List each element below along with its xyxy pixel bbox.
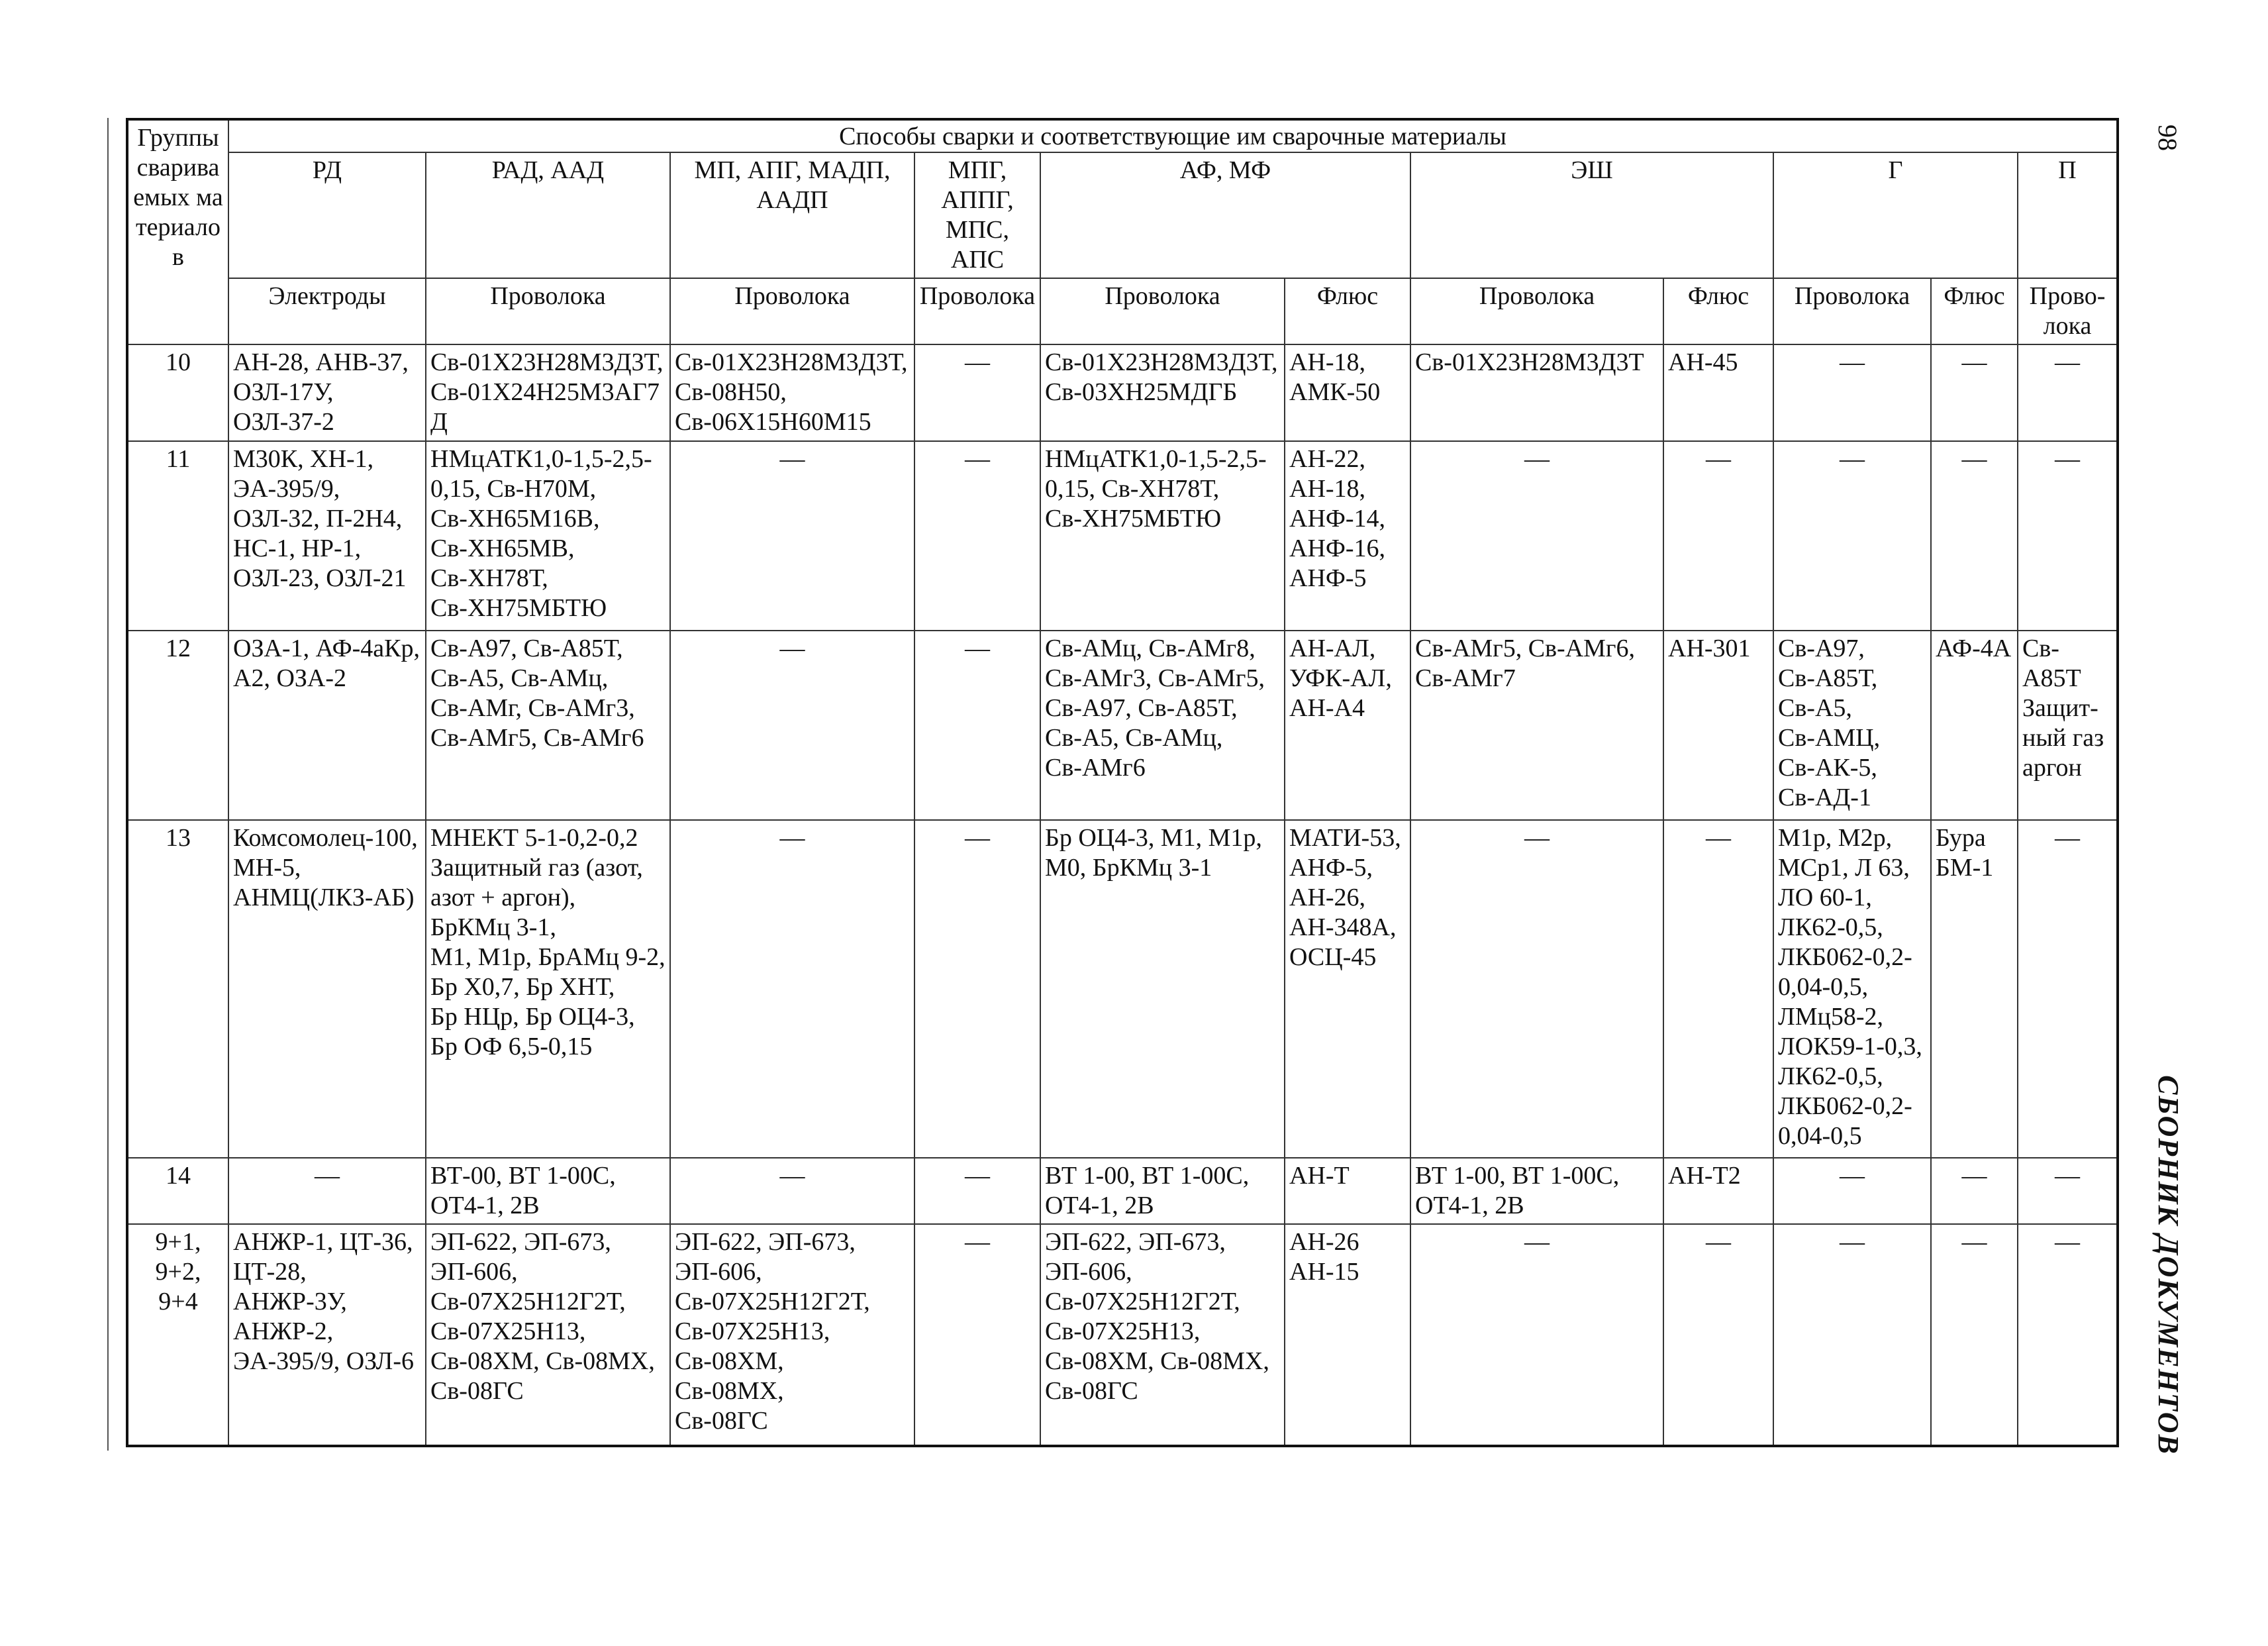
cell-line: ЭП-606, xyxy=(675,1258,762,1286)
cell-line: АН-301 xyxy=(1668,635,1751,662)
cell-line: ВТ 1-00, ВТ 1-00С, xyxy=(1045,1162,1250,1190)
table-cell xyxy=(228,1158,426,1224)
table-cell xyxy=(914,441,1040,631)
cell-line: АН-45 xyxy=(1668,348,1738,376)
cell-line: ЭА-395/9, ОЗЛ-6 xyxy=(233,1347,414,1375)
cell-line: Св-08ХМ, Св-08МХ, xyxy=(430,1347,655,1375)
table-cell xyxy=(2018,1224,2118,1446)
cell-line: ный газ xyxy=(2022,724,2104,752)
cell-line: ОТ4-1, 2В xyxy=(430,1192,540,1219)
cell-line: МАТИ-53, xyxy=(1289,824,1401,852)
table-cell xyxy=(914,1224,1040,1446)
table-cell xyxy=(1410,820,1663,1158)
table-cell xyxy=(914,631,1040,820)
cell-line: — xyxy=(965,1162,990,1190)
cell-line: — xyxy=(965,635,990,662)
cell-line: ОТ4-1, 2В xyxy=(1415,1192,1524,1219)
cell-line: АНФ-5 xyxy=(1289,564,1367,592)
table-cell xyxy=(1410,344,1663,441)
cell-line: — xyxy=(1961,1228,1987,1256)
cell-line: — xyxy=(1706,1228,1731,1256)
table-cell xyxy=(1040,441,1285,631)
cell-line: АН-26 xyxy=(1289,1228,1359,1256)
table-cell xyxy=(426,1224,670,1446)
cell-line: ЛК62-0,5, xyxy=(1778,1062,1883,1090)
method-header: Г xyxy=(1773,152,2018,278)
group-cell xyxy=(127,1224,228,1446)
cell-line: НМцАТК1,0-1,5-2,5- xyxy=(1045,445,1267,473)
table-cell xyxy=(1285,441,1410,631)
cell-line: АНФ-16, xyxy=(1289,535,1386,562)
cell-line: — xyxy=(2055,1162,2081,1190)
cell-line: Св-АК-5, xyxy=(1778,754,1877,782)
table-cell xyxy=(1931,441,2018,631)
table-cell xyxy=(228,1224,426,1446)
table-cell xyxy=(1931,1224,2018,1446)
cell-line: — xyxy=(315,1162,340,1190)
subheader: Флюс xyxy=(1285,278,1410,344)
cell-line: АН-348А, xyxy=(1289,913,1397,941)
cell-line: — xyxy=(1840,348,1865,376)
table-cell xyxy=(2018,344,2118,441)
cell-line: Св-03ХН25МДГБ xyxy=(1045,378,1238,406)
cell-line: МСр1, Л 63, xyxy=(1778,854,1910,882)
cell-line: Защитный газ (азот, xyxy=(430,854,643,882)
cell-line: ЛКБ062-0,2- xyxy=(1778,943,1912,971)
cell-line: МНЕКТ 5-1-0,2-0,2 xyxy=(430,824,638,852)
method-header: МП, АПГ, МАДП, ААДП xyxy=(670,152,914,278)
cell-line: АН-Т2 xyxy=(1668,1162,1741,1190)
cell-line: АН-15 xyxy=(1289,1258,1359,1286)
cell-line: Св-07Х25Н13, xyxy=(675,1317,830,1345)
cell-line: Комсомолец-100, xyxy=(233,824,418,852)
table-cell xyxy=(1931,820,2018,1158)
cell-line: Св-07Х25Н12Г2Т, xyxy=(675,1288,870,1315)
table-cell xyxy=(1040,820,1285,1158)
cell-line: Св-01Х23Н28М3Д3Т xyxy=(1415,348,1644,376)
cell-line: АН-26, xyxy=(1289,884,1366,911)
cell-line: М0, БрКМц 3-1 xyxy=(1045,854,1212,882)
table-cell xyxy=(1773,441,1931,631)
method-header: АФ, МФ xyxy=(1040,152,1410,278)
cell-line: АН-18, xyxy=(1289,475,1366,503)
cell-line: МН-5, xyxy=(233,854,301,882)
cell-line: — xyxy=(779,635,805,662)
cell-line: Бр ОФ 6,5-0,15 xyxy=(430,1033,593,1060)
table-cell xyxy=(2018,820,2118,1158)
cell-line: ЛМц58-2, xyxy=(1778,1003,1884,1031)
subheader: Электроды xyxy=(228,278,426,344)
cell-line: — xyxy=(1840,1228,1865,1256)
cell-line: — xyxy=(1524,824,1550,852)
cell-line: Св-АД-1 xyxy=(1778,784,1871,811)
cell-line: АНМЦ(ЛКЗ-АБ) xyxy=(233,884,415,911)
group-line: 11 xyxy=(166,445,191,473)
cell-line: АНФ-5, xyxy=(1289,854,1373,882)
group-line: 9+1, xyxy=(155,1228,201,1256)
table-cell xyxy=(1773,344,1931,441)
cell-line: — xyxy=(1706,445,1731,473)
table-cell xyxy=(1410,1158,1663,1224)
table-cell xyxy=(1663,820,1773,1158)
cell-line: Св-АМг5, Св-АМг6 xyxy=(430,724,644,752)
cell-line: Защит- xyxy=(2022,694,2098,722)
cell-line: ЛО 60-1, xyxy=(1778,884,1872,911)
table-cell xyxy=(1773,631,1931,820)
cell-line: ОЗЛ-17У, xyxy=(233,378,334,406)
cell-line: — xyxy=(2055,348,2081,376)
table-cell xyxy=(228,344,426,441)
cell-line: ЛК62-0,5, xyxy=(1778,913,1883,941)
table-row xyxy=(127,1158,2118,1224)
cell-line: ВТ-00, ВТ 1-00С, xyxy=(430,1162,616,1190)
table-cell xyxy=(1285,631,1410,820)
cell-line: АН-28, АНВ-37, xyxy=(233,348,409,376)
table-cell xyxy=(228,441,426,631)
table-cell xyxy=(1773,1158,1931,1224)
cell-line: АН-Т xyxy=(1289,1162,1350,1190)
method-header: РД xyxy=(228,152,426,278)
table-cell xyxy=(2018,441,2118,631)
subheader: Флюс xyxy=(1663,278,1773,344)
table-cell xyxy=(228,631,426,820)
table-cell xyxy=(1040,1224,1285,1446)
table-cell xyxy=(2018,631,2118,820)
cell-line: — xyxy=(965,348,990,376)
cell-line: Св-А97, Св-А85Т, xyxy=(1045,694,1238,722)
cell-line: ЭП-606, xyxy=(1045,1258,1132,1286)
cell-line: Св-07Х25Н12Г2Т, xyxy=(430,1288,626,1315)
corner-header xyxy=(127,119,228,344)
cell-line: ЛКБ062-0,2- xyxy=(1778,1092,1912,1120)
cell-line: Св-ХН75МБТЮ xyxy=(430,594,607,622)
table-cell xyxy=(670,820,914,1158)
table-cell xyxy=(1663,441,1773,631)
cell-line: Св-06Х15Н60М15 xyxy=(675,408,871,436)
cell-line: ЭА-395/9, xyxy=(233,475,340,503)
table-row xyxy=(127,441,2118,631)
cell-line: аргон xyxy=(2022,754,2082,782)
cell-line: — xyxy=(1961,348,1987,376)
cell-line: Св-07Х25Н13, xyxy=(1045,1317,1201,1345)
subheader: Проволока xyxy=(2018,278,2118,344)
table-cell xyxy=(1663,344,1773,441)
cell-line: Св-А97, Св-А85Т, xyxy=(430,635,623,662)
table-cell xyxy=(426,631,670,820)
group-cell xyxy=(127,631,228,820)
methods-row xyxy=(127,152,2118,278)
cell-line: Св-01Х23Н28М3Д3Т, xyxy=(675,348,908,376)
table-cell xyxy=(670,1158,914,1224)
cell-line: НМцАТК1,0-1,5-2,5- xyxy=(430,445,652,473)
table-cell xyxy=(670,441,914,631)
table-cell xyxy=(1931,631,2018,820)
cell-line: — xyxy=(1524,445,1550,473)
cell-line: Св-08ГС xyxy=(430,1377,524,1405)
method-header: РАД, ААД xyxy=(426,152,670,278)
cell-line: М1р, М2р, xyxy=(1778,824,1893,852)
cell-line: ЦТ-28, xyxy=(233,1258,307,1286)
cell-line: Бр ОЦ4-3, М1, М1р, xyxy=(1045,824,1262,852)
cell-line: — xyxy=(1961,445,1987,473)
cell-line: Бр НЦр, Бр ОЦ4-3, xyxy=(430,1003,635,1031)
cell-line: ЭП-606, xyxy=(430,1258,518,1286)
table-cell xyxy=(914,1158,1040,1224)
cell-line: — xyxy=(779,824,805,852)
cell-line: азот + аргон), xyxy=(430,884,576,911)
cell-line: Св-АМг3, Св-АМг5, xyxy=(1045,664,1265,692)
group-cell xyxy=(127,344,228,441)
table-cell xyxy=(670,1224,914,1446)
cell-line: А2, ОЗА-2 xyxy=(233,664,347,692)
cell-line: ОЗЛ-23, ОЗЛ-21 xyxy=(233,564,407,592)
top-header: Способы сварки и соответствующие им сварочные материалы xyxy=(228,119,2118,152)
cell-line: — xyxy=(1706,824,1731,852)
cell-line: НС-1, НР-1, xyxy=(233,535,362,562)
table-cell xyxy=(426,441,670,631)
group-line: 13 xyxy=(166,824,191,852)
page-number: 98 xyxy=(2153,125,2183,151)
cell-line: ОСЦ-45 xyxy=(1289,943,1377,971)
subheader-row xyxy=(127,278,2118,344)
subheader: Проволока xyxy=(1773,278,1931,344)
table-cell xyxy=(426,344,670,441)
cell-line: ОЗА-1, АФ-4аКр, xyxy=(233,635,420,662)
cell-line: — xyxy=(2055,1228,2081,1256)
table-cell xyxy=(426,820,670,1158)
running-title: СБОРНИК ДОКУМЕНТОВ xyxy=(2152,1075,2185,1455)
table-row xyxy=(127,820,2118,1158)
cell-line: БрКМц 3-1, xyxy=(430,913,556,941)
cell-line: АН-А4 xyxy=(1289,694,1365,722)
cell-line: АН-18, xyxy=(1289,348,1366,376)
cell-line: Св-АМг6 xyxy=(1045,754,1146,782)
table-cell xyxy=(914,344,1040,441)
cell-line: 0,04-0,5, xyxy=(1778,973,1869,1001)
table-cell xyxy=(2018,1158,2118,1224)
cell-line: Св-ХН65МВ, xyxy=(430,535,575,562)
method-header: ЭШ xyxy=(1410,152,1773,278)
table-cell xyxy=(1931,344,2018,441)
cell-line: — xyxy=(2055,824,2081,852)
cell-line: М1, М1р, БрАМц 9-2, xyxy=(430,943,666,971)
welding-materials-table xyxy=(126,118,2119,1447)
table-cell xyxy=(1663,631,1773,820)
cell-line: — xyxy=(2055,445,2081,473)
cell-line: Св-08Н50, xyxy=(675,378,787,406)
cell-line: — xyxy=(965,1228,990,1256)
cell-line: 0,15, Св-ХН78Т, xyxy=(1045,475,1220,503)
table-cell xyxy=(1773,1224,1931,1446)
cell-line: Св-А85Т xyxy=(2022,635,2081,692)
cell-line: Св-07Х25Н12Г2Т, xyxy=(1045,1288,1240,1315)
cell-line: Св-АМц, Св-АМг8, xyxy=(1045,635,1256,662)
subheader: Проволока xyxy=(426,278,670,344)
subheader: Проволока xyxy=(1040,278,1285,344)
corner-header-text: Группы свариваемых материалов xyxy=(133,124,223,271)
cell-line: — xyxy=(1524,1228,1550,1256)
cell-line: УФК-АЛ, xyxy=(1289,664,1392,692)
cell-line: — xyxy=(965,445,990,473)
cell-line: АН-22, xyxy=(1289,445,1366,473)
cell-line: Св-08ХМ, xyxy=(675,1347,784,1375)
table-cell xyxy=(914,820,1040,1158)
cell-line: Св-А5, xyxy=(1778,694,1852,722)
table-cell xyxy=(1663,1224,1773,1446)
cell-line: Св-А5, Св-АМц, xyxy=(1045,724,1223,752)
cell-line: 0,15, Св-Н70М, xyxy=(430,475,597,503)
cell-line: ОТ4-1, 2В xyxy=(1045,1192,1154,1219)
cell-line: АН-АЛ, xyxy=(1289,635,1376,662)
cell-line: АНЖР-3У, xyxy=(233,1288,347,1315)
subheader: Проволока xyxy=(1410,278,1663,344)
cell-line: ЭП-622, ЭП-673, xyxy=(430,1228,611,1256)
cell-line: Св-08ГС xyxy=(1045,1377,1138,1405)
cell-line: Св-08ГС xyxy=(675,1407,768,1435)
table-row xyxy=(127,344,2118,441)
cell-line: Св-ХН65М16В, xyxy=(430,505,600,533)
table-cell xyxy=(1410,631,1663,820)
cell-line: Св-08МХ, xyxy=(675,1377,784,1405)
table-body xyxy=(127,344,2118,1446)
cell-line: Св-А97, xyxy=(1778,635,1865,662)
cell-line: Св-АМЦ, xyxy=(1778,724,1881,752)
margin-line xyxy=(107,118,109,1451)
table-cell xyxy=(1931,1158,2018,1224)
table-cell xyxy=(1410,1224,1663,1446)
cell-line: БМ-1 xyxy=(1936,854,1994,882)
method-header: П xyxy=(2018,152,2118,278)
cell-line: ЭП-622, ЭП-673, xyxy=(675,1228,856,1256)
cell-line: ВТ 1-00, ВТ 1-00С, xyxy=(1415,1162,1620,1190)
cell-line: Св-АМг7 xyxy=(1415,664,1516,692)
cell-line: Св-А85Т, xyxy=(1778,664,1878,692)
cell-line: — xyxy=(965,824,990,852)
cell-line: Св-АМг, Св-АМг3, xyxy=(430,694,635,722)
table-cell xyxy=(1285,820,1410,1158)
table-row xyxy=(127,631,2118,820)
page-sidebar xyxy=(2116,118,2268,1451)
subheader: Флюс xyxy=(1931,278,2018,344)
table-cell xyxy=(670,344,914,441)
table-cell xyxy=(1040,1158,1285,1224)
cell-line: — xyxy=(779,1162,805,1190)
group-cell xyxy=(127,1158,228,1224)
cell-line: АМК-50 xyxy=(1289,378,1381,406)
table-cell xyxy=(1773,820,1931,1158)
group-line: 9+4 xyxy=(158,1288,198,1315)
cell-line: Св-ХН75МБТЮ xyxy=(1045,505,1222,533)
table-row xyxy=(127,1224,2118,1446)
table-cell xyxy=(1663,1158,1773,1224)
group-line: 12 xyxy=(166,635,191,662)
subheader: Проволока xyxy=(914,278,1040,344)
table-cell xyxy=(1285,344,1410,441)
table-cell xyxy=(1040,631,1285,820)
cell-line: Св-ХН78Т, xyxy=(430,564,548,592)
table-cell xyxy=(670,631,914,820)
group-line: 9+2, xyxy=(155,1258,201,1286)
cell-line: Св-07Х25Н13, xyxy=(430,1317,586,1345)
cell-line: Св-08ХМ, Св-08МХ, xyxy=(1045,1347,1269,1375)
cell-line: — xyxy=(1840,445,1865,473)
table-cell xyxy=(426,1158,670,1224)
table-cell xyxy=(1410,441,1663,631)
cell-line: Бура xyxy=(1936,824,1986,852)
cell-line: — xyxy=(1840,1162,1865,1190)
cell-line: 0,04-0,5 xyxy=(1778,1122,1862,1150)
cell-line: ЭП-622, ЭП-673, xyxy=(1045,1228,1226,1256)
cell-line: АНЖР-2, xyxy=(233,1317,334,1345)
cell-line: — xyxy=(779,445,805,473)
group-line: 10 xyxy=(166,348,191,376)
cell-line: ЛОК59-1-0,3, xyxy=(1778,1033,1922,1060)
cell-line: АНФ-14, xyxy=(1289,505,1386,533)
group-line: 14 xyxy=(166,1162,191,1190)
cell-line: Св-01Х23Н28М3Д3Т, xyxy=(1045,348,1278,376)
subheader: Проволока xyxy=(670,278,914,344)
cell-line: Св-01Х24Н25М3АГ7Д xyxy=(430,378,660,436)
table-cell xyxy=(1040,344,1285,441)
table-cell xyxy=(1285,1224,1410,1446)
table-cell xyxy=(228,820,426,1158)
cell-line: Св-А5, Св-АМц, xyxy=(430,664,609,692)
method-header: МПГ, АППГ, МПС, АПС xyxy=(914,152,1040,278)
cell-line: АНЖР-1, ЦТ-36, xyxy=(233,1228,413,1256)
group-cell xyxy=(127,820,228,1158)
cell-line: Бр Х0,7, Бр ХНТ, xyxy=(430,973,615,1001)
group-cell xyxy=(127,441,228,631)
cell-line: АФ-4А xyxy=(1936,635,2012,662)
cell-line: ОЗЛ-32, П-2Н4, xyxy=(233,505,403,533)
table-cell xyxy=(1285,1158,1410,1224)
cell-line: ОЗЛ-37-2 xyxy=(233,408,334,436)
cell-line: Св-01Х23Н28М3Д3Т, xyxy=(430,348,664,376)
header-row-top xyxy=(127,119,2118,152)
cell-line: — xyxy=(1961,1162,1987,1190)
cell-line: Св-АМг5, Св-АМг6, xyxy=(1415,635,1636,662)
cell-line: М30К, ХН-1, xyxy=(233,445,374,473)
